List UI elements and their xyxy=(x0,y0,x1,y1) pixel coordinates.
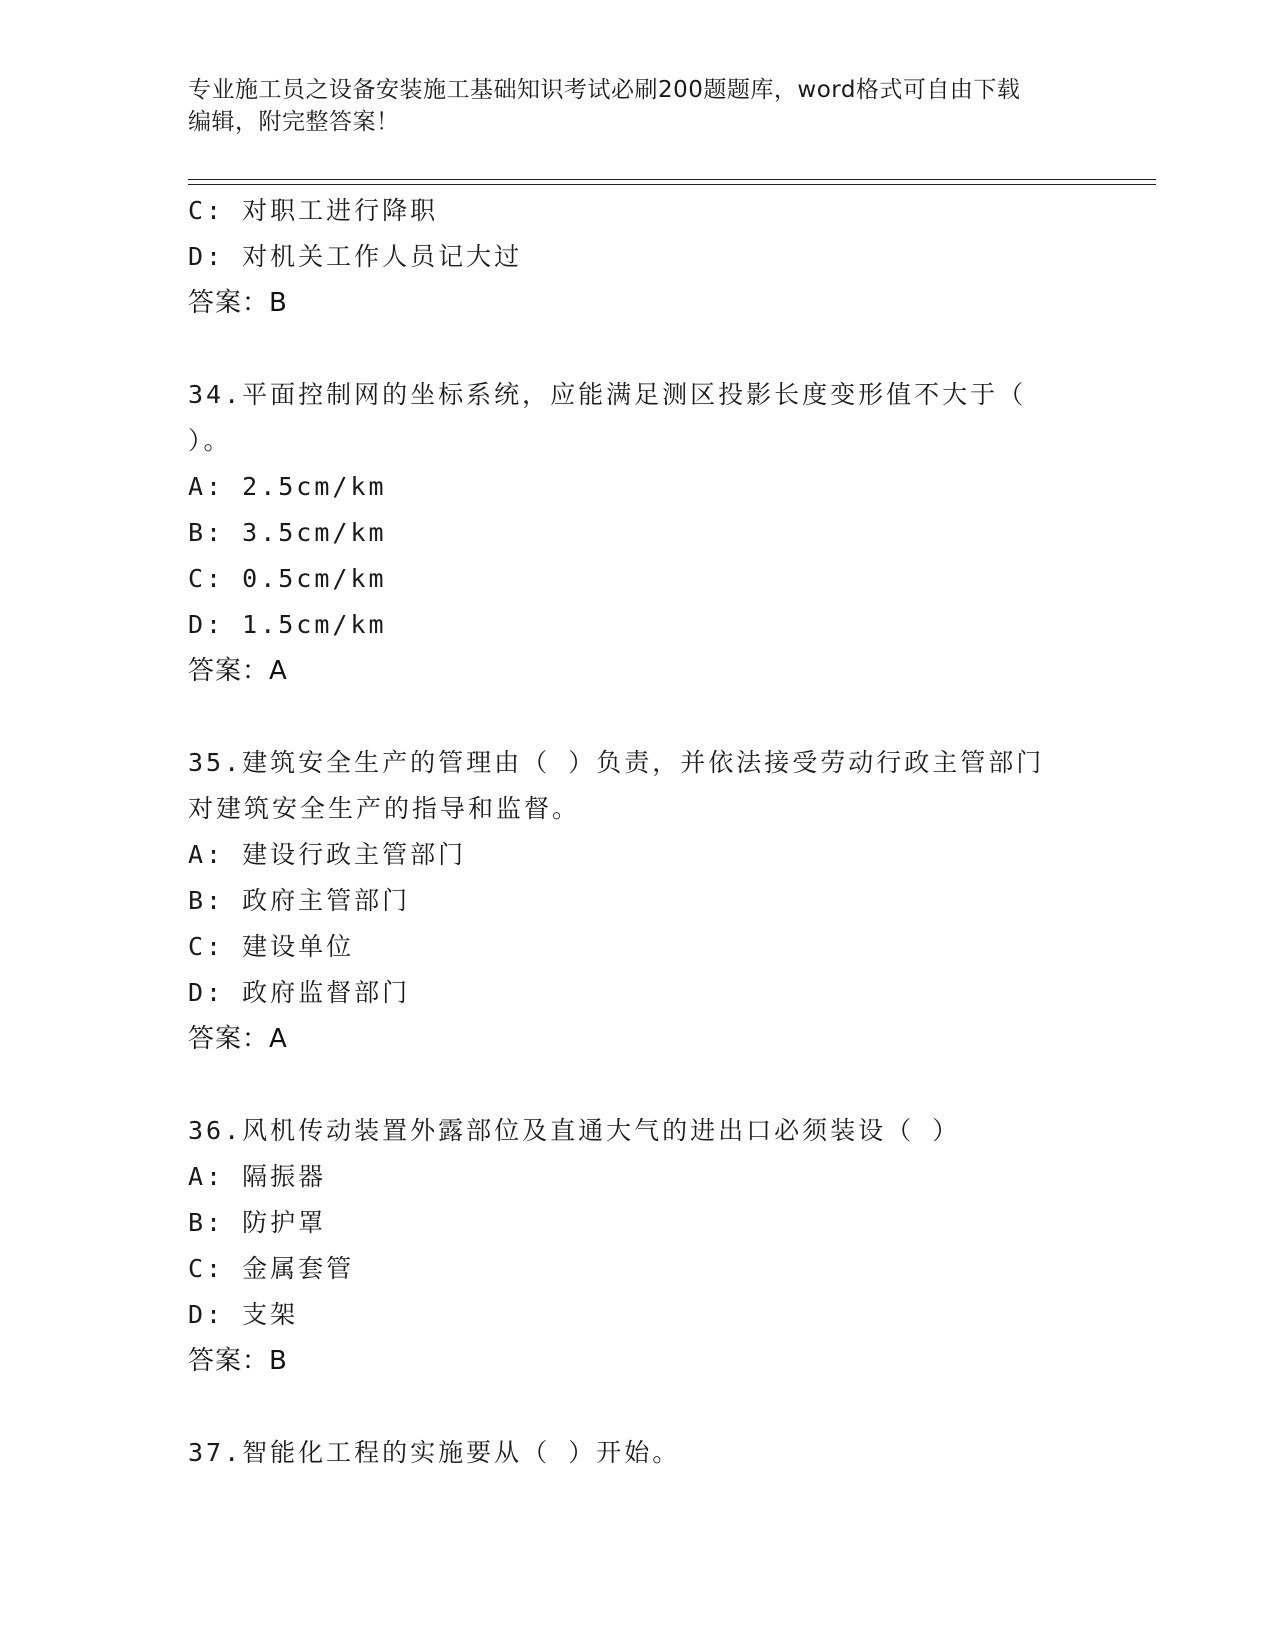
document-header xyxy=(188,74,1088,138)
header-divider-bottom xyxy=(188,184,1156,185)
option-b: B: 防护罩 xyxy=(188,1208,327,1237)
option-d: D: 1.5cm/km xyxy=(188,610,387,639)
spacer xyxy=(188,1062,1088,1108)
answer-line: 答案：B xyxy=(188,1346,288,1376)
option-c: C: 对职工进行降职 xyxy=(188,196,439,225)
question-list xyxy=(188,188,1088,1476)
question-text-line-1: 36.风机传动装置外露部位及直通大气的进出口必须装设（ ） xyxy=(188,1116,961,1145)
question-text-line-1: 37.智能化工程的实施要从（ ）开始。 xyxy=(188,1438,681,1467)
spacer xyxy=(188,326,1088,372)
option-c: C: 金属套管 xyxy=(188,1254,355,1283)
question-text-line-2: ）。 xyxy=(188,426,232,455)
option-a: A: 隔振器 xyxy=(188,1162,327,1191)
spacer xyxy=(188,1384,1088,1430)
question-33-tail xyxy=(188,188,1088,326)
answer-line: 答案：B xyxy=(188,288,288,318)
option-d: D: 支架 xyxy=(188,1300,299,1329)
question-35 xyxy=(188,740,1088,1062)
option-b: B: 3.5cm/km xyxy=(188,518,387,547)
header-line-2: 编辑，附完整答案！ xyxy=(188,109,400,135)
answer-line: 答案：A xyxy=(188,1024,288,1054)
header-divider-top xyxy=(188,179,1156,180)
option-d: D: 政府监督部门 xyxy=(188,978,411,1007)
option-c: C: 建设单位 xyxy=(188,932,355,961)
option-b: B: 政府主管部门 xyxy=(188,886,411,915)
question-36 xyxy=(188,1108,1088,1384)
question-text-line-1: 34.平面控制网的坐标系统，应能满足测区投影长度变形值不大于（ xyxy=(188,380,1027,409)
option-d: D: 对机关工作人员记大过 xyxy=(188,242,523,271)
question-text-line-2: 对建筑安全生产的指导和监督。 xyxy=(188,794,581,823)
spacer xyxy=(188,694,1088,740)
answer-line: 答案：A xyxy=(188,656,288,686)
question-34 xyxy=(188,372,1088,694)
header-line-1: 专业施工员之设备安装施工基础知识考试必刷200题题库，word格式可自由下载 xyxy=(188,77,1021,103)
question-text-line-1: 35.建筑安全生产的管理由（ ）负责，并依法接受劳动行政主管部门 xyxy=(188,748,1045,777)
question-37 xyxy=(188,1430,1088,1476)
option-a: A: 建设行政主管部门 xyxy=(188,840,467,869)
option-a: A: 2.5cm/km xyxy=(188,472,387,501)
option-c: C: 0.5cm/km xyxy=(188,564,387,593)
